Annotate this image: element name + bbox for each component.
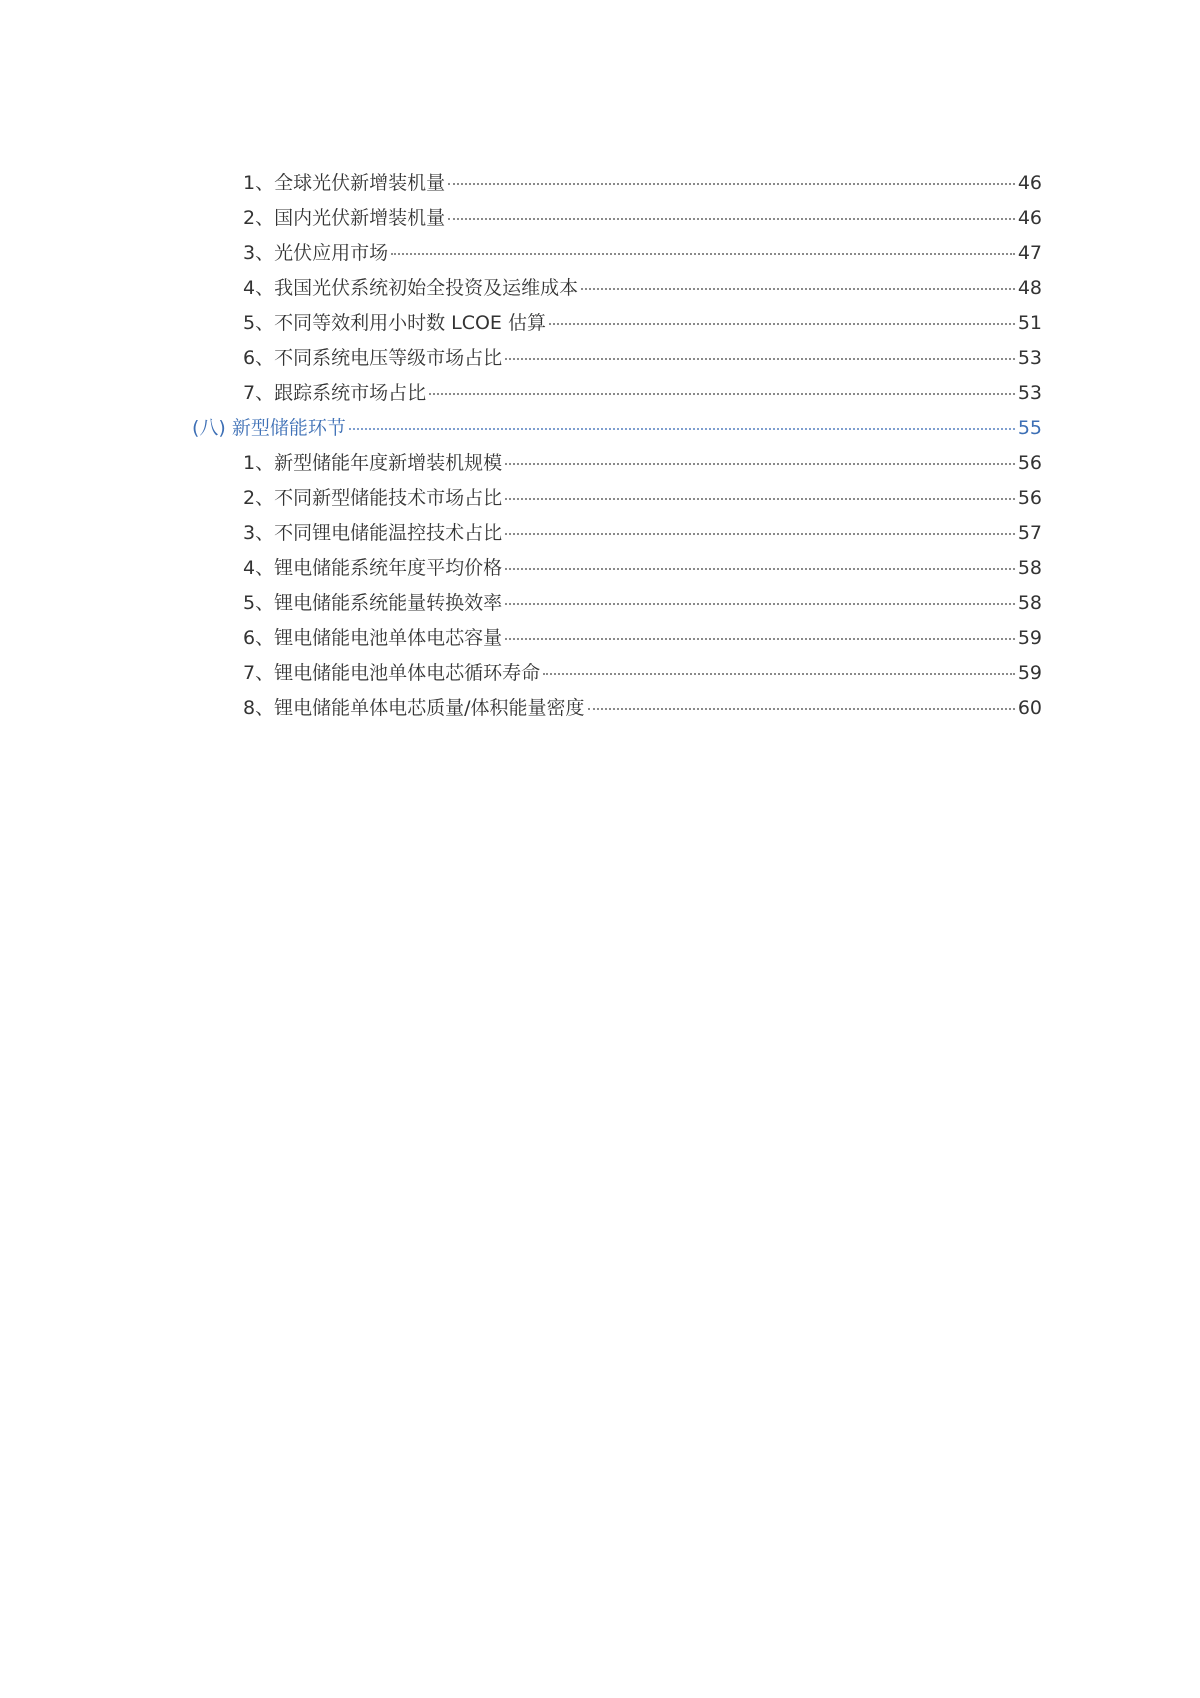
toc-entry-title: 7、跟踪系统市场占比: [243, 382, 427, 404]
toc-entry-title: 4、我国光伏系统初始全投资及运维成本: [243, 277, 579, 299]
toc-entry-title: 5、锂电储能系统能量转换效率: [243, 592, 503, 614]
dot-leader: [448, 218, 1015, 220]
toc-entry-page: 58: [1017, 592, 1042, 614]
dot-leader: [505, 603, 1015, 605]
toc-entry-page: 53: [1017, 382, 1042, 404]
toc-entry-title: 3、光伏应用市场: [243, 242, 389, 264]
dot-leader: [505, 358, 1015, 360]
toc-entry[interactable]: [243, 168, 1042, 198]
toc-entry-title: 4、锂电储能系统年度平均价格: [243, 557, 503, 579]
toc-entry-page: 60: [1017, 697, 1042, 719]
dot-leader: [549, 323, 1015, 325]
dot-leader: [349, 428, 1015, 430]
toc-entry[interactable]: [243, 553, 1042, 583]
toc-entry-page: 56: [1017, 452, 1042, 474]
toc-entry[interactable]: [243, 343, 1042, 373]
dot-leader: [581, 288, 1015, 290]
dot-leader: [448, 183, 1015, 185]
toc-entry-page: 59: [1017, 662, 1042, 684]
toc-entry[interactable]: [243, 448, 1042, 478]
toc-entry-title: 1、全球光伏新增装机量: [243, 172, 446, 194]
toc-entry-page: 51: [1017, 312, 1042, 334]
toc-entry-page: 56: [1017, 487, 1042, 509]
dot-leader: [505, 638, 1015, 640]
dot-leader: [505, 463, 1015, 465]
toc-entry-page: 48: [1017, 277, 1042, 299]
dot-leader: [505, 498, 1015, 500]
toc-entry[interactable]: [243, 483, 1042, 513]
toc-entry-page: 55: [1017, 417, 1042, 439]
dot-leader: [543, 673, 1015, 675]
toc-entry-page: 58: [1017, 557, 1042, 579]
toc-entry[interactable]: [243, 518, 1042, 548]
toc-entry-title: (八) 新型储能环节: [192, 417, 346, 439]
toc-entry-title: 5、不同等效利用小时数 LCOE 估算: [243, 312, 546, 334]
toc-entry-title: 2、不同新型储能技术市场占比: [243, 487, 503, 509]
toc-entry[interactable]: [243, 203, 1042, 233]
toc-entry-page: 59: [1017, 627, 1042, 649]
toc-entry[interactable]: [243, 623, 1042, 653]
toc-entry-title: 6、不同系统电压等级市场占比: [243, 347, 503, 369]
toc-entry-title: 2、国内光伏新增装机量: [243, 207, 446, 229]
toc-entry-page: 57: [1017, 522, 1042, 544]
dot-leader: [429, 393, 1015, 395]
toc-section-heading[interactable]: [192, 413, 1042, 443]
toc-entry-title: 6、锂电储能电池单体电芯容量: [243, 627, 503, 649]
toc-entry-title: 1、新型储能年度新增装机规模: [243, 452, 503, 474]
dot-leader: [505, 533, 1015, 535]
toc-entry-page: 47: [1017, 242, 1042, 264]
dot-leader: [588, 708, 1015, 710]
toc-entry-title: 7、锂电储能电池单体电芯循环寿命: [243, 662, 541, 684]
toc-entry[interactable]: [243, 238, 1042, 268]
toc-entry-title: 3、不同锂电储能温控技术占比: [243, 522, 503, 544]
toc-entry[interactable]: [243, 378, 1042, 408]
toc-entry-page: 46: [1017, 207, 1042, 229]
toc-entry-title: 8、锂电储能单体电芯质量/体积能量密度: [243, 697, 585, 719]
dot-leader: [391, 253, 1015, 255]
toc-entry[interactable]: [243, 658, 1042, 688]
toc-entry-page: 46: [1017, 172, 1042, 194]
toc-entry[interactable]: [243, 693, 1042, 723]
toc-entry[interactable]: [243, 273, 1042, 303]
toc-entry-page: 53: [1017, 347, 1042, 369]
dot-leader: [505, 568, 1015, 570]
toc-entry[interactable]: [243, 308, 1042, 338]
toc-entry[interactable]: [243, 588, 1042, 618]
